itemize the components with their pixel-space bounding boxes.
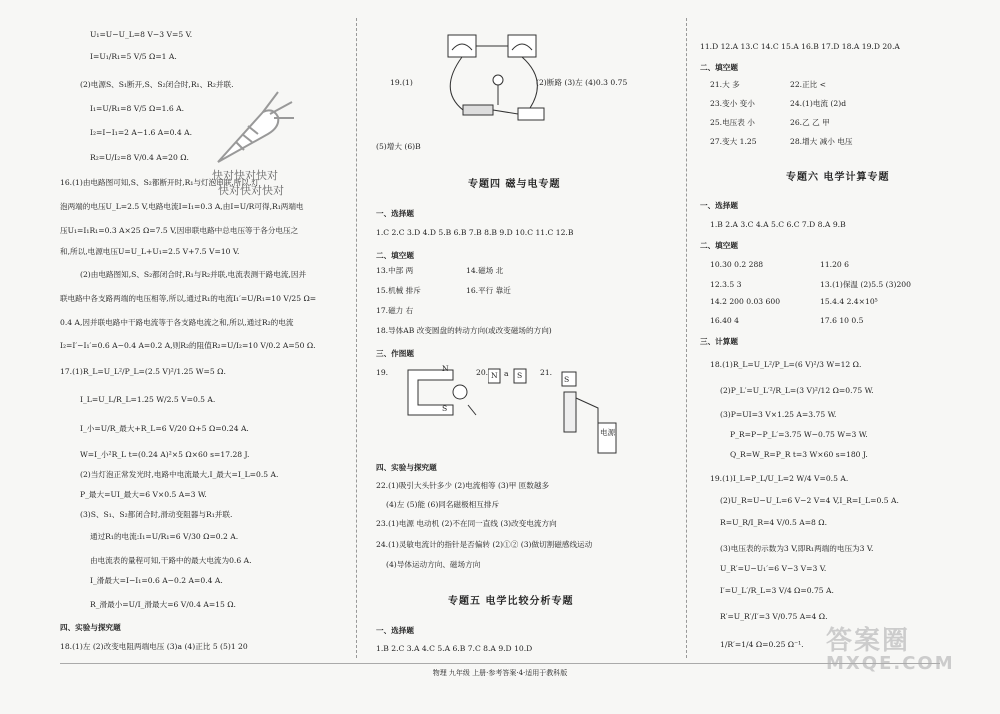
line: I_滑最大=I−I₁=0.6 A−0.2 A=0.4 A. (90, 576, 223, 585)
mc-answers: 11.D 12.A 13.C 14.C 15.A 16.B 17.D 18.A 19.D 20.A (700, 42, 900, 51)
line: I_小=U/R_最大+R_L=6 V/20 Ω+5 Ω=0.24 A. (80, 424, 249, 433)
section-heading: 一、选择题 (376, 626, 414, 635)
fill-answer: 25.电压表 小 (710, 118, 755, 127)
power-label: 电源 (600, 428, 616, 437)
calc-line: Q_R=W_R=P_R t=3 W×60 s=180 J. (730, 450, 868, 459)
fill-answer: 23.变小 变小 (710, 99, 755, 108)
line: 通过R₁的电流:I₁=U/R₁=6 V/30 Ω=0.2 A. (90, 532, 239, 541)
exp-answer: (4)左 (5)能 (6)同名磁极相互排斥 (386, 500, 500, 509)
fill-answer: 15.机械 排斥 (376, 286, 421, 295)
magnet-drawing (398, 365, 478, 420)
exp-answer: 22.(1)吸引大头针多少 (2)电流相等 (3)甲 匝数越多 (376, 481, 550, 490)
mc-answers: 1.B 2.C 3.A 4.C 5.A 6.B 7.C 8.A 9.D 10.D (376, 644, 533, 653)
calc-line: (3)电压表的示数为3 V,即R₁两端的电压为3 V. (720, 544, 874, 553)
fill-answer: 14.磁场 北 (466, 266, 504, 275)
drawing-20-label: 20. (476, 368, 489, 377)
fill-answer: 10.30 0.2 288 (710, 260, 764, 269)
line: 17.(1)R_L=U_L²/P_L=(2.5 V)²/1.25 W=5 Ω. (60, 367, 226, 376)
line: 泡两端的电压U_L=2.5 V,电路电流I=I₁=0.3 A,由I=U/R可得,R₁两端电 (60, 202, 304, 211)
line: I₂=I′−I₁′=0.6 A−0.4 A=0.2 A,则R₂的阻值R₂=U/I₂=10 V/0.2 A=50 Ω. (60, 341, 316, 350)
footer-rule (60, 663, 940, 664)
fill-answer: 28.增大 减小 电压 (790, 137, 853, 146)
carrot-watermark-icon (208, 82, 298, 172)
line: R_滑最小=U/I_滑最大=6 V/0.4 A=15 Ω. (90, 600, 236, 609)
line: R₂=U/I₂=8 V/0.4 A=20 Ω. (90, 153, 189, 162)
section-heading: 三、作图题 (376, 349, 414, 358)
fill-answer: 22.正比 < (790, 80, 827, 89)
exp-answer: (4)导体运动方向、磁场方向 (386, 560, 481, 569)
line: (2)电源S、S₁断开,S、S₂闭合时,R₁、R₂并联. (80, 80, 234, 89)
section-title-6: 专题六 电学计算专题 (786, 172, 890, 183)
fill-answer: 15.4.4 2.4×10⁵ (820, 297, 878, 306)
line: I₁=U/R₁=8 V/5 Ω=1.6 A. (90, 104, 185, 113)
section-heading: 一、选择题 (376, 209, 414, 218)
calc-line: P_R=P−P_L′=3.75 W−0.75 W=3 W. (730, 430, 868, 439)
line: 0.4 A,因并联电路中干路电流等于各支路电流之和,所以,通过R₂的电流 (60, 318, 294, 327)
fill-answer: 14.2 200 0.03 600 (710, 297, 781, 306)
drawing-21-label: 21. (540, 368, 553, 377)
section-heading: 三、计算题 (700, 337, 738, 346)
fill-answer: 13.中部 两 (376, 266, 414, 275)
section-title-4: 专题四 磁与电专题 (468, 179, 561, 190)
line: I₂=I−I₁=2 A−1.6 A=0.4 A. (90, 128, 192, 137)
section-heading: 一、选择题 (700, 201, 738, 210)
fill-answer: 21.大 多 (710, 80, 740, 89)
pole-s: S (517, 371, 523, 380)
line: I_L=U_L/R_L=1.25 W/2.5 V=0.5 A. (80, 395, 216, 404)
line: 联电路中各支路两端的电压相等,所以,通过R₁的电流I₁′=U/R₁=10 V/25 Ω= (60, 294, 317, 303)
column-right (700, 0, 970, 680)
calc-line: (2)P_L′=U_L′²/R_L=(3 V)²/12 Ω=0.75 W. (720, 386, 874, 395)
calc-line: (3)P=UI=3 V×1.25 A=3.75 W. (720, 410, 837, 419)
fill-answer: 16.40 4 (710, 316, 739, 325)
calc-line: 18.(1)R_L=U_L²/P_L=(6 V)²/3 W=12 Ω. (710, 360, 862, 369)
exp-answer: 24.(1)灵敏电流计的指针是否偏转 (2)①② (3)做切割磁感线运动 (376, 540, 593, 549)
line: U₁=U−U_L=8 V−3 V=5 V. (90, 30, 193, 39)
line: 16.(1)由电路图可知,S、S₂都断开时,R₁与灯泡串联,所以,灯 (60, 178, 259, 187)
answer-19c: (5)增大 (6)B (376, 142, 421, 151)
section-heading: 四、实验与探究题 (60, 623, 121, 632)
calc-line: R′=U_R′/I′=3 V/0.75 A=4 Ω. (720, 612, 828, 621)
line: 压U₁=I₁R₁=0.3 A×25 Ω=7.5 V,因串联电路中总电压等于各分电压之 (60, 226, 299, 235)
line: P_最大=UI_最大=6 V×0.5 A=3 W. (80, 490, 207, 499)
calc-line: U_R′=U−U₁′=6 V−3 V=3 V. (720, 564, 827, 573)
line: 和,所以,电源电压U=U_L+U₁=2.5 V+7.5 V=10 V. (60, 247, 240, 256)
site-logo: 答案圈 MXQE.COM (826, 626, 955, 674)
watermark-text: 快对快对快对 快对快对快对 (212, 169, 284, 197)
fill-answer: 17.6 10 0.5 (820, 316, 864, 325)
fill-answer: 13.(1)保温 (2)5.5 (3)200 (820, 280, 911, 289)
column-middle (368, 0, 668, 680)
section-heading: 二、填空题 (376, 251, 414, 260)
page-footer: 物理 九年级 上册·参考答案·4·适用于教科版 (432, 669, 568, 677)
calc-line: (2)U_R=U−U_L=6 V−2 V=4 V,I_R=I_L=0.5 A. (720, 496, 899, 505)
column-divider (686, 18, 687, 658)
fill-answer: 27.变大 1.25 (710, 137, 757, 146)
mc-answers: 1.B 2.A 3.C 4.A 5.C 6.C 7.D 8.A 9.B (710, 220, 846, 229)
line: 18.(1)左 (2)改变电阻两端电压 (3)a (4)正比 5 (5)1 20 (60, 642, 248, 651)
pole-s: S (564, 375, 570, 384)
calc-line: I′=U_L′/R_L=3 V/4 Ω=0.75 A. (720, 586, 834, 595)
drawing-19-label: 19. (376, 368, 389, 377)
fill-answer: 16.平行 靠近 (466, 286, 511, 295)
calc-line: 19.(1)I_L=P_L/U_L=2 W/4 V=0.5 A. (710, 474, 849, 483)
pole-n: N (491, 371, 498, 380)
column-divider (356, 18, 357, 658)
line: (2)由电路图知,S、S₂都闭合时,R₁与R₂并联,电流表测干路电流,因并 (80, 270, 307, 279)
answer-19: 19.(1) (390, 78, 413, 87)
section-title-5: 专题五 电学比较分析专题 (448, 596, 574, 607)
calc-line: 1/R′=1/4 Ω=0.25 Ω⁻¹. (720, 640, 804, 649)
point-a: a (504, 369, 509, 378)
line: 由电流表的量程可知,干路中的最大电流为0.6 A. (90, 556, 252, 565)
fill-answer: 26.乙 乙 甲 (790, 118, 830, 127)
fill-answer: 18.导体AB 改变圆盘的转动方向(或改变磁场的方向) (376, 326, 552, 335)
line: I=U₁/R₁=5 V/5 Ω=1 A. (90, 52, 177, 61)
fill-answer: 17.磁力 右 (376, 306, 414, 315)
line: (2)当灯泡正常发光时,电路中电流最大,I_最大=I_L=0.5 A. (80, 470, 279, 479)
calc-line: R=U_R/I_R=4 V/0.5 A=8 Ω. (720, 518, 828, 527)
pole-n: N (442, 364, 449, 373)
fill-answer: 11.20 6 (820, 260, 849, 269)
fill-answer: 24.(1)电流 (2)d (790, 99, 847, 108)
mc-answers: 1.C 2.C 3.D 4.D 5.B 6.B 7.B 8.B 9.D 10.C 11.C 12.B (376, 228, 574, 237)
exp-answer: 23.(1)电源 电动机 (2)不在同一直线 (3)改变电流方向 (376, 519, 557, 528)
column-left (60, 0, 345, 680)
answer-19b: (2)断路 (3)左 (4)0.3 0.75 (536, 78, 628, 87)
fill-answer: 12.3.5 3 (710, 280, 742, 289)
line: W=I_小²R_L t=(0.24 A)²×5 Ω×60 s=17.28 J. (80, 450, 250, 459)
section-heading: 四、实验与探究题 (376, 463, 437, 472)
line: (3)S、S₁、S₂都闭合时,滑动变阻器与R₁并联. (80, 510, 233, 519)
pole-s: S (442, 404, 448, 413)
section-heading: 二、填空题 (700, 241, 738, 250)
section-heading: 二、填空题 (700, 63, 738, 72)
